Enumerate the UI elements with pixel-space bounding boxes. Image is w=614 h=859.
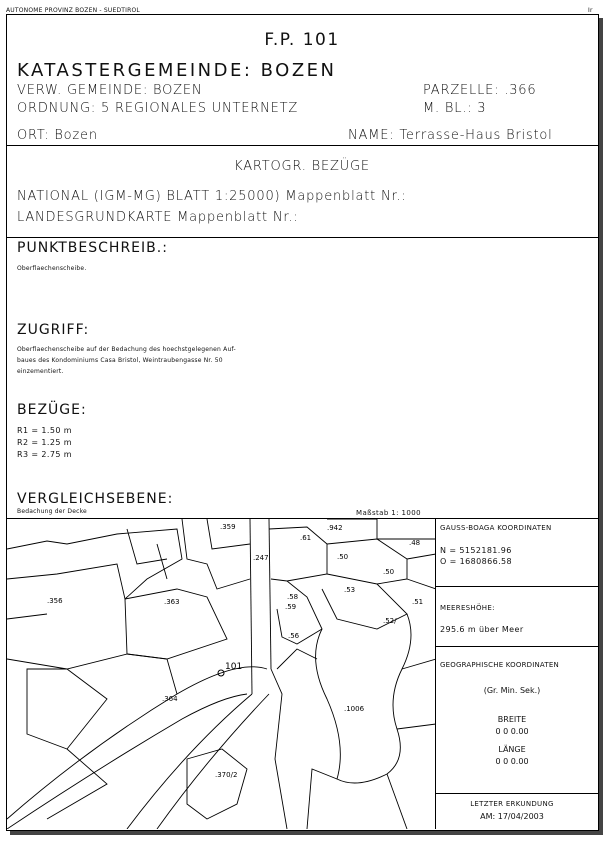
- map-label: .58: [287, 593, 299, 601]
- punkt-text: Oberflaechenscheibe.: [17, 265, 87, 272]
- punkt-heading: PUNKTBESCHREIB.:: [17, 240, 168, 256]
- ordnung: ORDNUNG: 5 REGIONALES UNTERNETZ: [17, 101, 299, 116]
- meer-heading: MEERESHÖHE:: [440, 604, 495, 612]
- divider: [7, 145, 598, 146]
- geo-heading: GEOGRAPHISCHE KOORDINATEN: [440, 661, 559, 669]
- bezug-r3: R3 = 2.75 m: [17, 450, 72, 459]
- massstab: Maßstab 1: 1000: [356, 509, 421, 517]
- map-label: .56: [288, 632, 300, 640]
- divider: [435, 518, 436, 829]
- map-label: .51: [412, 598, 424, 606]
- vergleich-heading: VERGLEICHSEBENE:: [17, 491, 174, 507]
- gauss-heading: GAUSS-BOAGA KOORDINATEN: [440, 524, 552, 532]
- zugriff-line: baues des Kondominiums Casa Bristol, Weintraubengasse Nr. 50: [17, 357, 223, 364]
- bezuege-heading: BEZÜGE:: [17, 402, 87, 418]
- map-label: .61: [300, 534, 312, 542]
- map-label: .364: [162, 695, 178, 703]
- gauss-n: N = 5152181.96: [440, 546, 512, 555]
- zugriff-heading: ZUGRIFF:: [17, 322, 90, 338]
- divider: [435, 646, 598, 647]
- map-label: .50: [337, 553, 349, 561]
- kartogr-heading: KARTOGR. BEZÜGE: [234, 159, 370, 174]
- map-label: .59: [285, 603, 297, 611]
- divider: [435, 793, 598, 794]
- geo-unit: (Gr. Min. Sek.): [483, 686, 541, 695]
- verw-gemeinde: VERW. GEMEINDE: BOZEN: [17, 83, 203, 98]
- erkundung-heading: LETZTER ERKUNDUNG: [470, 800, 554, 808]
- gemeinde-title: KATASTERGEMEINDE: BOZEN: [17, 60, 337, 81]
- vergleich-text: Bedachung der Decke: [17, 508, 87, 515]
- parzelle: PARZELLE: .366: [423, 83, 537, 98]
- map-label: .52/: [383, 617, 397, 625]
- point-name: NAME: Terrasse-Haus Bristol: [348, 128, 553, 143]
- zugriff-line: einzementiert.: [17, 368, 64, 375]
- map-label: .247: [253, 554, 269, 562]
- province-header: AUTONOME PROVINZ BOZEN - SUEDTIROL: [6, 7, 140, 14]
- map-label: .50: [383, 568, 395, 576]
- gauss-o: O = 1680866.58: [440, 557, 513, 566]
- map-label: .942: [327, 524, 343, 532]
- laenge-value: 0 0 0.00: [495, 757, 529, 766]
- zugriff-line: Oberflaechenscheibe auf der Bedachung des hoechstgelegenen Auf-: [17, 346, 236, 353]
- corner-mark: Ir: [588, 7, 593, 14]
- map-label: .363: [164, 598, 180, 606]
- landes-ref: LANDESGRUNDKARTE Mappenblatt Nr.:: [17, 210, 299, 225]
- ort: ORT: Bozen: [17, 128, 98, 143]
- laenge-label: LÄNGE: [498, 745, 526, 754]
- fp-title: F.P. 101: [264, 30, 340, 50]
- mappenblatt: M. BL.: 3: [423, 101, 487, 116]
- map-label: .370/2: [215, 771, 238, 779]
- bezug-r1: R1 = 1.50 m: [17, 426, 72, 435]
- breite-label: BREITE: [497, 715, 527, 724]
- cadastral-map: [7, 519, 436, 829]
- erkundung-date: AM: 17/04/2003: [480, 812, 544, 821]
- map-label: .48: [409, 539, 421, 547]
- map-label: .53: [344, 586, 356, 594]
- divider: [435, 586, 598, 587]
- map-label: .1006: [344, 705, 365, 713]
- breite-value: 0 0 0.00: [495, 727, 529, 736]
- map-label: .356: [47, 597, 63, 605]
- divider: [7, 237, 598, 238]
- map-label: .359: [220, 523, 236, 531]
- bezug-r2: R2 = 1.25 m: [17, 438, 72, 447]
- national-ref: NATIONAL (IGM-MG) BLATT 1:25000) Mappenblatt Nr.:: [17, 189, 407, 204]
- meer-value: 295.6 m über Meer: [440, 625, 524, 634]
- point-number-label: 101: [225, 662, 243, 672]
